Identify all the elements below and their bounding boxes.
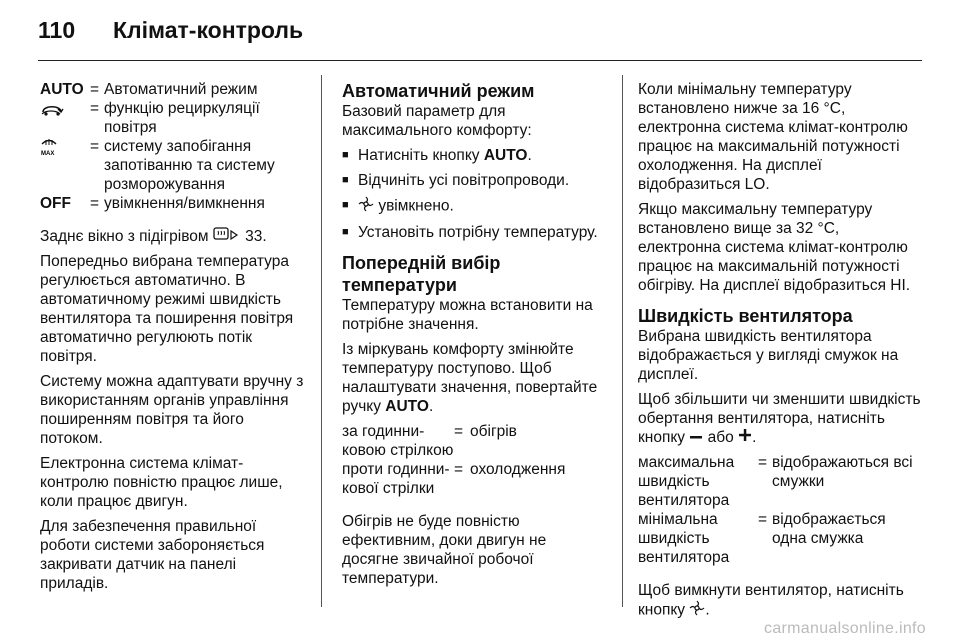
column-2 xyxy=(342,80,607,594)
max-defrost-icon xyxy=(40,137,90,194)
legend-value-off: увімкнення/вимкнення xyxy=(104,195,265,212)
plus-icon xyxy=(738,428,752,447)
temperature-adjust: Із міркувань комфорту змінюйте температуру поступово. Щоб налаштувати значення, повертайте ручку AUTO. xyxy=(342,341,598,415)
step-fan-on: ■ увімкнено. xyxy=(342,196,607,217)
rotation-cooling: охолодження xyxy=(470,461,566,478)
rotation-clockwise: за годинни-ковою стрілкою xyxy=(342,423,454,459)
step-set-temperature: ■ Установіть потрібну температуру. xyxy=(342,223,607,242)
svg-text:MAX: MAX xyxy=(41,151,55,157)
legend-key-off: OFF xyxy=(40,195,71,212)
column-1 xyxy=(40,80,305,599)
rear-window-paragraph: Заднє вікно з підігрівом 33. xyxy=(40,228,267,245)
auto-mode-intro: Базовий параметр для максимального комфорту: xyxy=(342,103,532,139)
legend-key-auto: AUTO xyxy=(40,81,84,98)
recirculation-icon xyxy=(40,99,90,137)
step-press-auto: ■ Натисніть кнопку AUTO. xyxy=(342,146,607,165)
column-divider-1 xyxy=(321,75,322,607)
column-divider-2 xyxy=(622,75,623,607)
page-title: Клімат-контроль xyxy=(113,16,304,43)
speed-min-value: відображається одна смужка xyxy=(772,511,886,548)
fan-icon xyxy=(358,196,374,217)
rotation-heating: обігрів xyxy=(470,423,517,440)
auto-description: Попередньо вибрана температура регулюється автоматично. В автоматичному режимі швидкість вентилятора та поширення повітря автоматично регулюють потік повітря. xyxy=(40,253,294,366)
fan-speed-adjust: Щоб збільшити чи зменшити швидкість обертання вентилятора, натисніть кнопку або . xyxy=(638,391,921,446)
minus-icon xyxy=(689,428,703,447)
high-temp-paragraph: Якщо максимальну температуру встановлено вище за 32 °C, електронна система клімат-контролю працює на максимальній потужності обігріву. На дисплеї відобразиться HI. xyxy=(638,201,911,294)
sensor-warning-paragraph: Для забезпечення правильної роботи системи забороняється закривати датчик на панелі приладів. xyxy=(40,518,265,593)
controls-legend: AUTO = Автоматичний режим = функцію рециркуляції повітря MAX = систему запобігання запотіванню та систему розморожування OFF = увімкнення/вимкнення xyxy=(40,80,305,213)
page-number: 110 xyxy=(38,16,76,43)
fan-icon xyxy=(689,600,705,621)
heading-auto-mode: Автоматичний режим xyxy=(342,81,535,101)
fan-speed-table: максимальна швидкість вентилятора = відображаються всі смужки мінімальна швидкість вентилятора = відображається одна смужка xyxy=(638,453,923,567)
heading-temperature: Попередній вибір температури xyxy=(342,253,501,295)
speed-min-label: мінімальна швидкість вентилятора xyxy=(638,511,730,567)
rotation-table: за годинни-ковою стрілкою = обігрів проти годинни-кової стрілки = охолодження xyxy=(342,422,607,498)
engine-running-paragraph: Електронна система клімат-контролю повністю працює лише, коли працює двигун. xyxy=(40,455,283,511)
auto-mode-steps xyxy=(342,146,607,242)
header-rule xyxy=(38,60,922,61)
fan-off-paragraph: Щоб вимкнути вентилятор, натисніть кнопку . xyxy=(638,581,923,621)
step-open-vents: ■ Відчиніть усі повітропроводи. xyxy=(342,171,607,190)
legend-value-auto: Автоматичний режим xyxy=(104,81,258,98)
page-header xyxy=(38,10,303,50)
rear-window-heating-icon xyxy=(213,227,229,246)
low-temp-paragraph: Коли мінімальну температуру встановлено нижче за 16 °C, електронна система клімат-контролю працює на максимальній потужності охолодження. На дисплеї відобразиться LO. xyxy=(638,81,908,193)
column-3 xyxy=(638,80,923,627)
speed-max-label: максимальна швидкість вентилятора xyxy=(638,454,735,510)
heading-fan-speed: Швидкість вентилятора xyxy=(638,306,853,326)
rotation-counterclockwise: проти годинни-кової стрілки xyxy=(342,461,450,497)
heating-note: Обігрів не буде повністю ефективним, доки двигун не досягне звичайної робочої температури. xyxy=(342,513,547,587)
fan-speed-intro: Вибрана швидкість вентилятора відображається у вигляді смужок на дисплеї. xyxy=(638,328,899,383)
legend-value-defrost: систему запобігання запотіванню та систему розморожування xyxy=(104,138,275,193)
watermark: carmanualsonline.info xyxy=(764,620,926,637)
legend-value-recirculation: функцію рециркуляції повітря xyxy=(104,100,260,136)
temperature-intro: Температуру можна встановити на потрібне значення. xyxy=(342,297,593,333)
page-reference-icon xyxy=(229,227,241,246)
speed-max-value: відображаються всі смужки xyxy=(772,454,913,491)
manual-adjust-paragraph: Систему можна адаптувати вручну з використанням органів управління поширенням повітря та його потоком. xyxy=(40,373,304,448)
